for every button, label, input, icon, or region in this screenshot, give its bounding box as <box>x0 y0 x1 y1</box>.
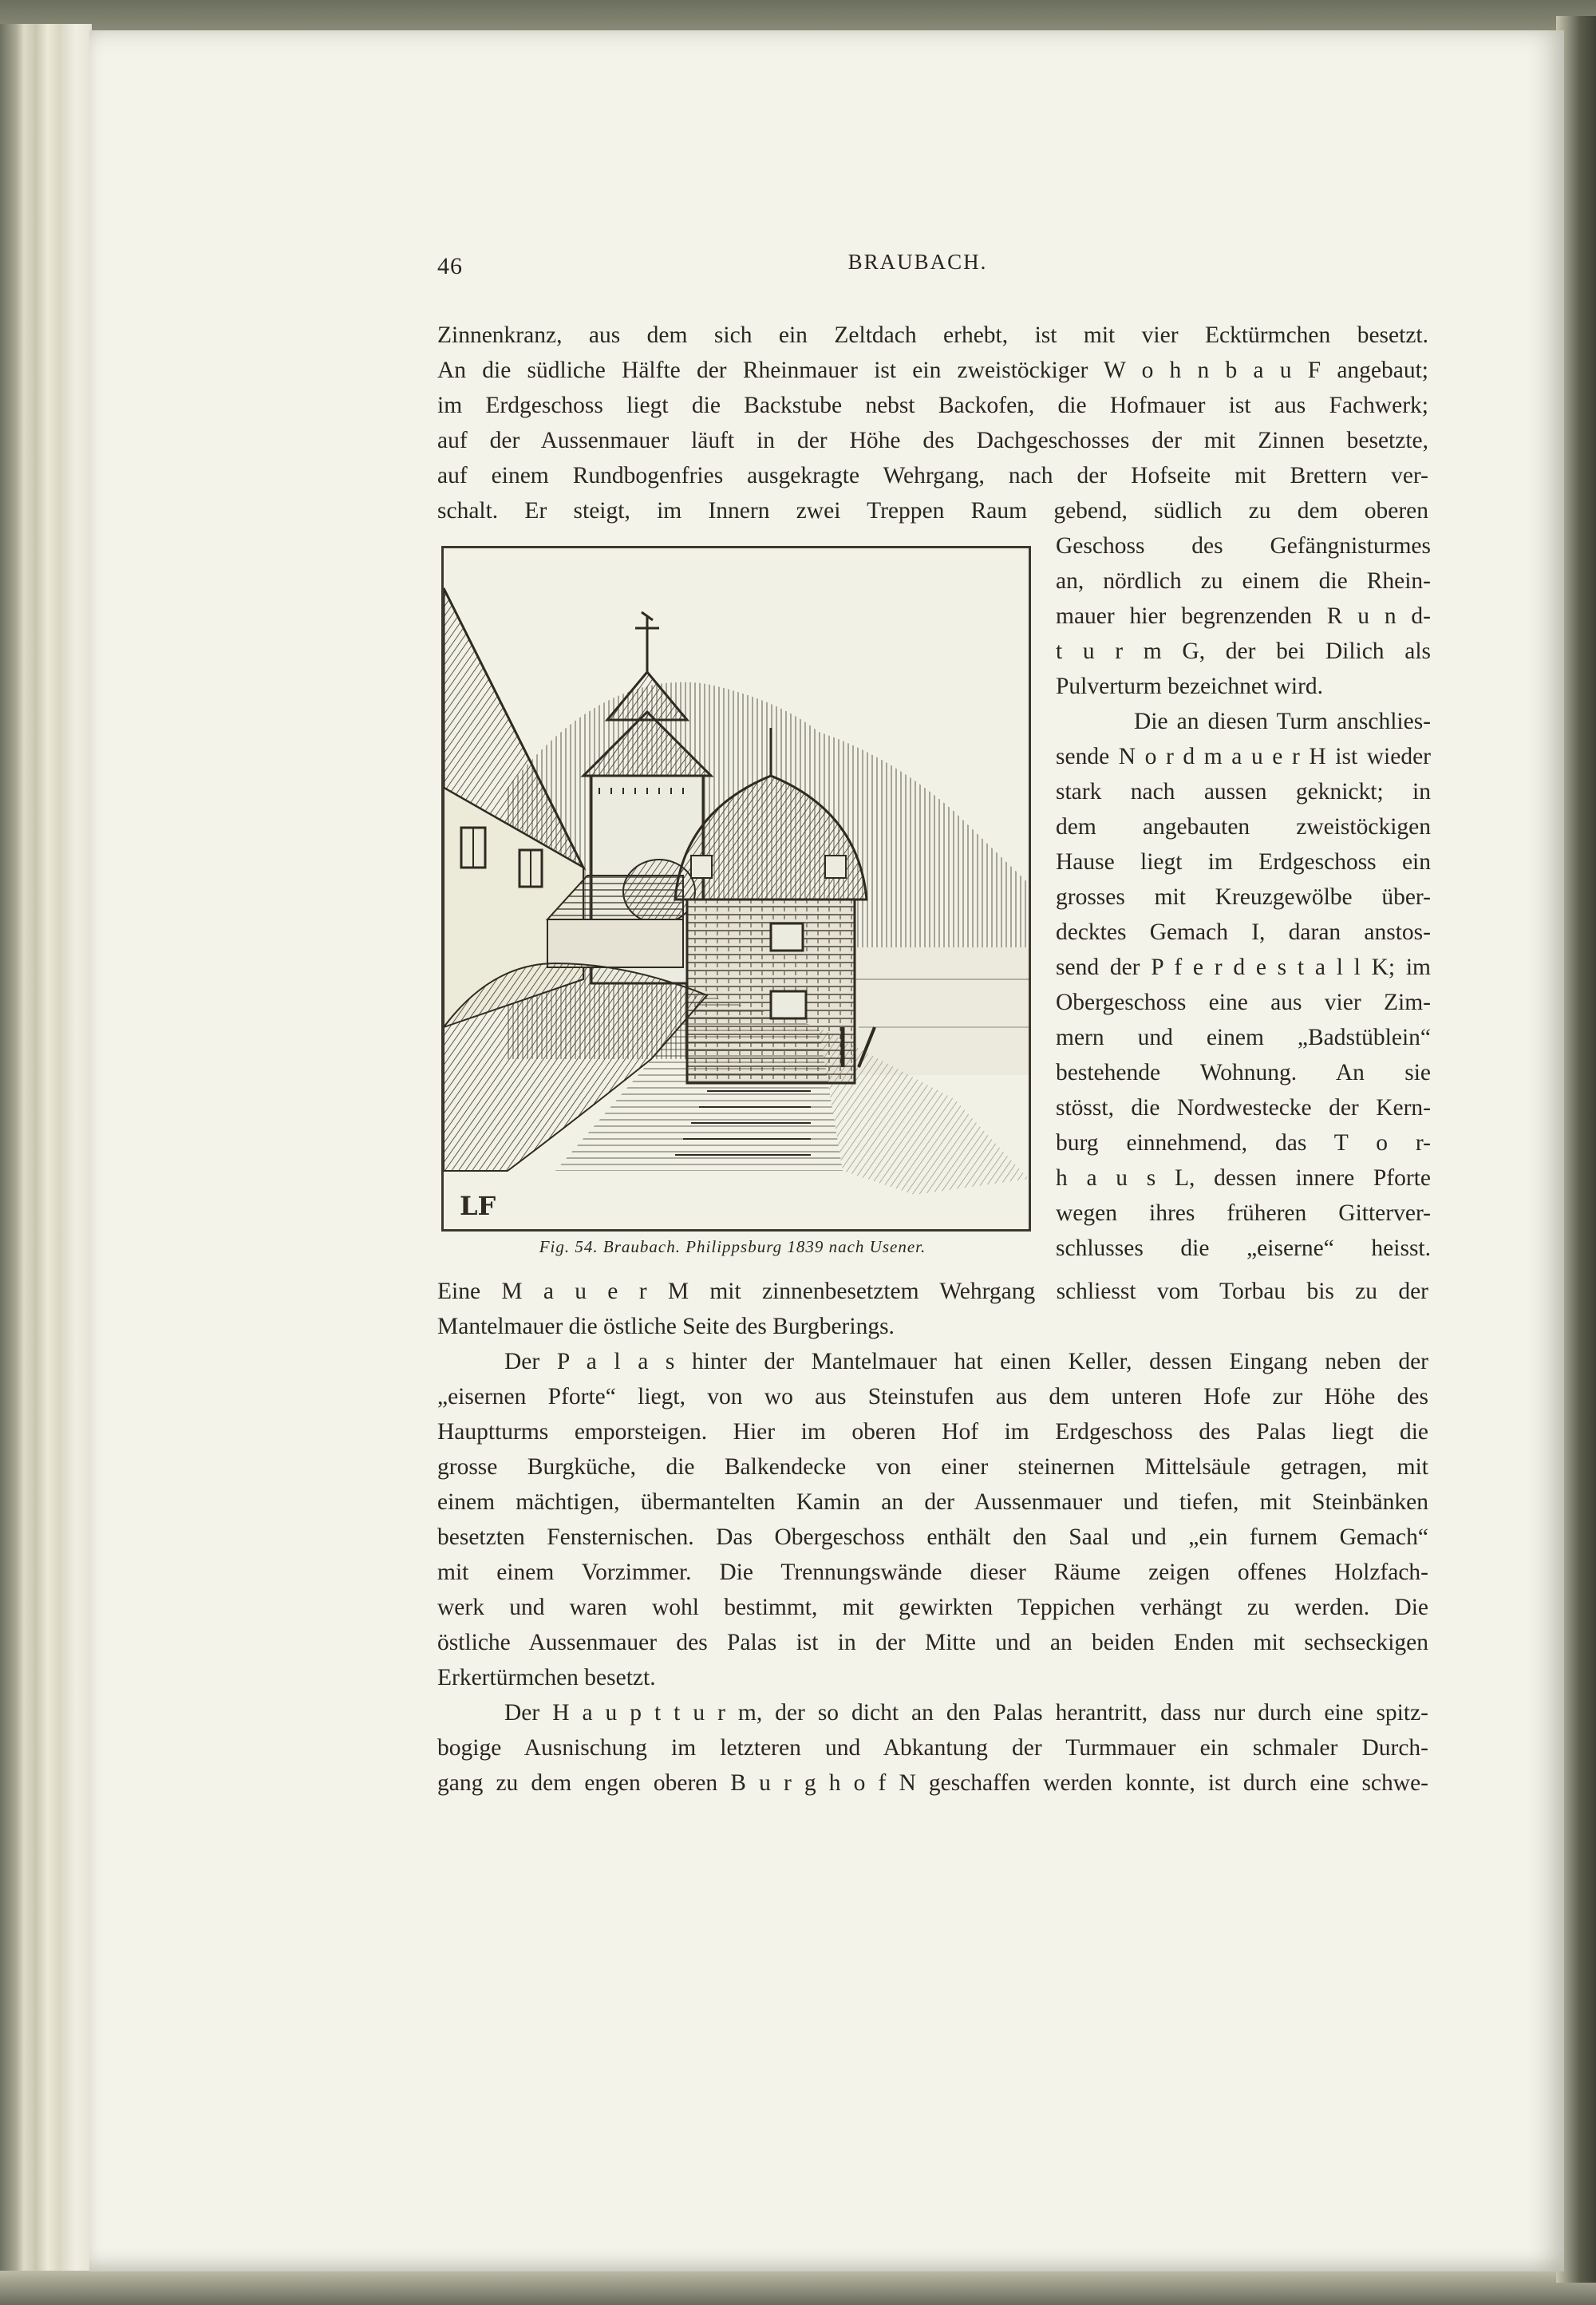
text-line: stark nach aussen geknickt; in <box>1056 779 1431 805</box>
text-line: auf einem Rundbogenfries ausgekragte Wehrgang, nach der Hofseite mit Brettern ver- <box>437 463 1428 488</box>
text-line: mern und einem „Badstüblein“ <box>1056 1025 1431 1050</box>
text-line: werk und waren wohl bestimmt, mit gewirkten Teppichen verhängt zu werden. Die <box>437 1595 1428 1620</box>
page-number: 46 <box>437 253 463 279</box>
text-line: Eine M a u e r M mit zinnenbesetztem Wehrgang schliesst vom Torbau bis zu der <box>437 1279 1428 1304</box>
page-edges <box>0 24 92 2305</box>
text-line: Geschoss des Gefängnisturmes <box>1056 533 1431 559</box>
text-line: Die an diesen Turm anschlies- <box>1134 709 1431 734</box>
text-line: Hauptturms emporsteigen. Hier im oberen Hof im Erdgeschoss des Palas liegt die <box>437 1419 1428 1445</box>
text-line: einem mächtigen, übermantelten Kamin an der Aussenmauer und tiefen, mit Steinbänken <box>437 1489 1428 1515</box>
book-cover-top <box>0 0 1596 32</box>
text-line: Obergeschoss eine aus vier Zim- <box>1056 990 1431 1015</box>
text-line: an, nördlich zu einem die Rhein- <box>1056 568 1431 594</box>
text-line: Der P a l a s hinter der Mantelmauer hat einen Keller, dessen Eingang neben der <box>504 1349 1428 1374</box>
text-line: Mantelmauer die östliche Seite des Burgberings. <box>437 1314 895 1339</box>
text-line: wegen ihres früheren Gitterver- <box>1056 1200 1431 1226</box>
text-line: send der P f e r d e s t a l l K; im <box>1056 955 1431 980</box>
text-line: gang zu dem engen oberen B u r g h o f N geschaffen werden konnte, ist durch eine schwe- <box>437 1770 1428 1796</box>
book-cover-bottom <box>0 2271 1596 2305</box>
text-line: Erkertürmchen besetzt. <box>437 1665 656 1690</box>
text-line: h a u s L, dessen innere Pforte <box>1056 1165 1431 1191</box>
text-line: decktes Gemach I, daran anstos- <box>1056 919 1431 945</box>
figure-caption: Fig. 54. Braubach. Philippsburg 1839 nach Usener. <box>539 1237 926 1256</box>
text-line: im Erdgeschoss liegt die Backstube nebst Backofen, die Hofmauer ist aus Fachwerk; <box>437 393 1428 418</box>
running-header: BRAUBACH. <box>847 250 988 274</box>
text-line: stösst, die Nordwestecke der Kern- <box>1056 1095 1431 1121</box>
window <box>771 991 806 1018</box>
text-line: Hause liegt im Erdgeschoss ein <box>1056 849 1431 875</box>
text-line: „eisernen Pforte“ liegt, von wo aus Steinstufen aus dem unteren Hofe zur Höhe des <box>437 1384 1428 1409</box>
artist-monogram: LF <box>460 1191 496 1221</box>
text-line: dem angebauten zweistöckigen <box>1056 814 1431 840</box>
text-line: besetzten Fensternischen. Das Obergeschoss enthält den Saal und „ein furnem Gemach“ <box>437 1524 1428 1550</box>
figure-illustration <box>441 546 1031 1232</box>
text-line: burg einnehmend, das T o r- <box>1056 1130 1431 1156</box>
text-line: An die südliche Hälfte der Rheinmauer ist ein zweistöckiger W o h n b a u F angebaut; <box>437 358 1428 383</box>
window <box>771 923 803 951</box>
text-line: mit einem Vorzimmer. Die Trennungswände dieser Räume zeigen offenes Holzfach- <box>437 1560 1428 1585</box>
text-line: bestehende Wohnung. An sie <box>1056 1060 1431 1085</box>
text-line: sende N o r d m a u e r H ist wieder <box>1056 744 1431 769</box>
text-line: grosses mit Kreuzgewölbe über- <box>1056 884 1431 910</box>
text-line: grosse Burgküche, die Balkendecke von einer steinernen Mittelsäule getragen, mit <box>437 1454 1428 1480</box>
text-line: auf der Aussenmauer läuft in der Höhe des Dachgeschosses der mit Zinnen besetzte, <box>437 428 1428 453</box>
text-line: bogige Ausnischung im letzteren und Abkantung der Turmmauer ein schmaler Durch- <box>437 1735 1428 1761</box>
text-line: mauer hier begrenzenden R u n d- <box>1056 603 1431 629</box>
text-line: t u r m G, der bei Dilich als <box>1056 639 1431 664</box>
text-line: östliche Aussenmauer des Palas ist in der Mitte und an beiden Enden mit sechseckigen <box>437 1630 1428 1655</box>
text-line: Pulverturm bezeichnet wird. <box>1056 674 1324 699</box>
text-line: schalt. Er steigt, im Innern zwei Treppen Raum gebend, südlich zu dem oberen <box>437 498 1428 524</box>
text-line: schlusses die „eiserne“ heisst. <box>1056 1236 1431 1261</box>
text-line: Zinnenkranz, aus dem sich ein Zeltdach erhebt, ist mit vier Ecktürmchen besetzt. <box>437 322 1428 348</box>
text-line: Der H a u p t t u r m, der so dicht an den Palas herantritt, dass nur durch eine spitz- <box>504 1700 1428 1726</box>
